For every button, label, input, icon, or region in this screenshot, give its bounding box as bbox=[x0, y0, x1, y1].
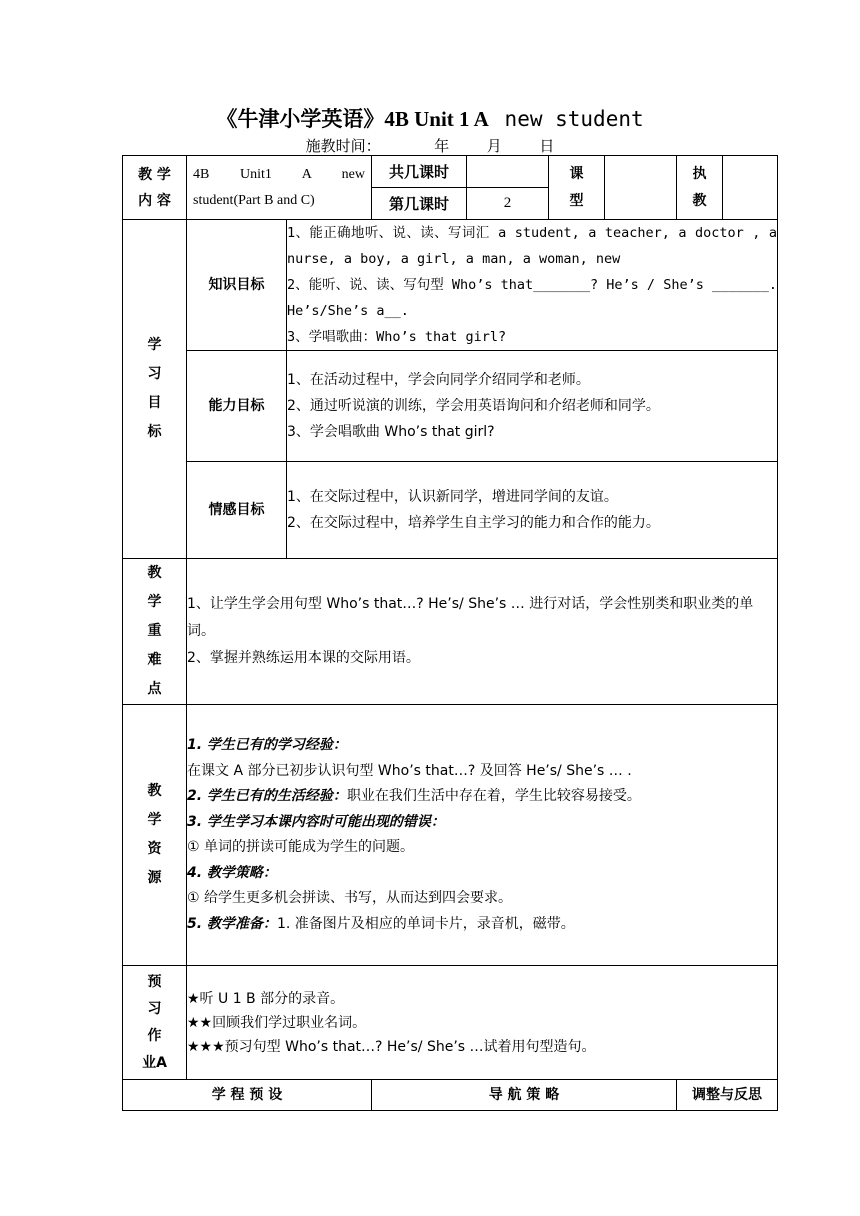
difficulty-row bbox=[123, 559, 778, 705]
resource-item: 1. 学生已有的学习经验： bbox=[187, 737, 347, 753]
homework-line-1: ★听 U 1 B 部分的录音。 bbox=[187, 990, 345, 1007]
homework-content bbox=[187, 966, 778, 1080]
emotion-content bbox=[287, 462, 778, 559]
footer-strategy: 导 航 策 略 bbox=[372, 1080, 677, 1111]
resource-item: 3. 学生学习本课内容时可能出现的错误： bbox=[187, 813, 445, 830]
emotion-row bbox=[123, 462, 778, 559]
title-en: new student bbox=[504, 107, 644, 131]
lesson-number-label: 第几课时 bbox=[372, 188, 467, 220]
difficulty-label: 教 学 重 难 点 bbox=[123, 559, 187, 705]
resource-item: 2. 学生已有的生活经验：职业在我们生活中存在着，学生比较容易接受。 bbox=[187, 788, 641, 804]
footer-reflection: 调整与反思 bbox=[677, 1080, 778, 1111]
content-line1: 4B Unit1 A new bbox=[193, 166, 365, 182]
total-lessons-label: 共几课时 bbox=[372, 156, 467, 188]
knowledge-row bbox=[123, 220, 778, 351]
ability-label: 能力目标 bbox=[187, 351, 287, 462]
resource-item: 5. 教学准备：1. 准备图片及相应的单词卡片，录音机，磁带。 bbox=[187, 915, 575, 932]
type-label: 课 型 bbox=[549, 156, 605, 220]
emotion-line-2: 2、在交际过程中，培养学生自主学习的能力和合作的能力。 bbox=[287, 515, 660, 531]
resources-content bbox=[187, 705, 778, 966]
emotion-label: 情感目标 bbox=[187, 462, 287, 559]
type-value bbox=[605, 156, 677, 220]
resource-item: ① 单词的拼读可能成为学生的问题。 bbox=[187, 839, 415, 855]
homework-line-2: ★★回顾我们学过职业名词。 bbox=[187, 1014, 367, 1031]
resource-item: 4. 教学策略： bbox=[187, 864, 277, 881]
content-cell bbox=[187, 156, 372, 220]
emotion-line-1: 1、在交际过程中，认识新同学，增进同学间的友谊。 bbox=[287, 489, 618, 505]
document-title bbox=[0, 103, 860, 133]
ability-content bbox=[287, 351, 778, 462]
lesson-count-cell bbox=[372, 156, 549, 220]
lesson-number-value: 2 bbox=[467, 188, 549, 220]
date-label: 施教时间： bbox=[305, 137, 381, 155]
date-year: 年 bbox=[434, 137, 450, 155]
resources-row bbox=[123, 705, 778, 966]
total-lessons-value bbox=[467, 156, 549, 188]
teaching-date bbox=[0, 135, 860, 156]
ability-row bbox=[123, 351, 778, 462]
ability-line-2: 2、通过听说演的训练，学会用英语询问和介绍老师和同学。 bbox=[287, 398, 660, 414]
resources-label: 教 学 资 源 bbox=[123, 705, 187, 966]
resource-item: 在课文 A 部分已初步认识句型 Who’s that…? 及回答 He’s/ She’s … . bbox=[187, 762, 632, 779]
difficulty-content bbox=[187, 559, 778, 705]
difficulty-line-1: 1、让学生学会用句型 Who’s that…? He’s/ She’s … 进行对话，学会性别类和职业类的单词。 bbox=[187, 596, 754, 639]
knowledge-line-3: 3、学唱歌曲：Who’s that girl? bbox=[287, 329, 507, 345]
content-row bbox=[123, 156, 778, 220]
homework-line-3: ★★★预习句型 Who’s that…? He’s/ She’s …试着用句型造句。 bbox=[187, 1038, 596, 1055]
content-line2: student(Part B and C) bbox=[193, 192, 315, 208]
date-day: 日 bbox=[539, 137, 555, 155]
lesson-plan-table bbox=[122, 155, 778, 1111]
date-month: 月 bbox=[486, 137, 502, 155]
title-cn: 《牛津小学英语》4B Unit 1 A bbox=[216, 107, 489, 131]
knowledge-line-2: 2、能听、说、读、写句型 Who’s that_______? He’s / She’s _______. He’s/She’s a__. bbox=[287, 277, 777, 319]
content-label: 教 学 内 容 bbox=[123, 156, 187, 220]
homework-label: 预 习 作 业A bbox=[123, 966, 187, 1080]
homework-row bbox=[123, 966, 778, 1080]
teacher-label: 执 教 bbox=[677, 156, 723, 220]
ability-line-1: 1、在活动过程中，学会向同学介绍同学和老师。 bbox=[287, 372, 590, 388]
objectives-label: 学 习 目 标 bbox=[123, 220, 187, 559]
resource-item: ① 给学生更多机会拼读、书写，从而达到四会要求。 bbox=[187, 890, 512, 906]
knowledge-label: 知识目标 bbox=[187, 220, 287, 351]
difficulty-line-2: 2、掌握并熟练运用本课的交际用语。 bbox=[187, 650, 420, 666]
knowledge-content bbox=[287, 220, 778, 351]
footer-plan: 学 程 预 设 bbox=[123, 1080, 372, 1111]
teacher-value bbox=[723, 156, 778, 220]
ability-line-3: 3、学会唱歌曲 Who’s that girl? bbox=[287, 424, 495, 440]
footer-row bbox=[123, 1080, 778, 1111]
knowledge-line-1: 1、能正确地听、说、读、写词汇 a student, a teacher, a doctor , a nurse, a boy, a girl, a man, a woman, new bbox=[287, 225, 777, 267]
